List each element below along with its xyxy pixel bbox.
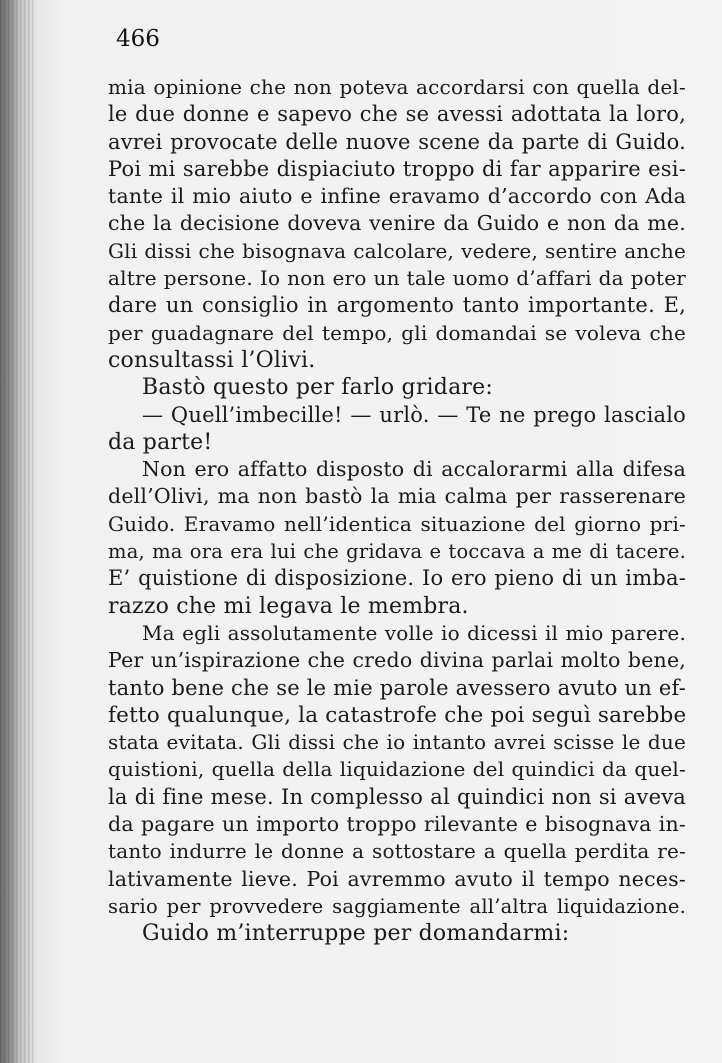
text-line: Ma egli assolutamente volle io dicessi il mio parere. bbox=[142, 620, 686, 645]
text-line: E’ quistione di disposizione. Io ero pieno di un imba- bbox=[108, 566, 686, 591]
text-line: fetto qualunque, la catastrofe che poi seguì sarebbe bbox=[108, 702, 687, 728]
text-line: Bastò questo per farlo gridare: bbox=[142, 375, 493, 401]
text-line: che la decisione doveva venire da Guido e non da me. bbox=[108, 211, 686, 236]
text-line: quistioni, quella della liquidazione del quindici da quel- bbox=[108, 757, 686, 782]
page-number: 466 bbox=[116, 26, 160, 52]
text-line: le due donne e sapevo che se avessi adottata la loro, bbox=[108, 102, 686, 127]
text-line: altre persone. Io non ero un tale uomo d’affari da poter bbox=[108, 266, 686, 291]
page-gutter-shadow bbox=[0, 0, 34, 1063]
text-line: sario per provvedere saggiamente all’altra liquidazione. bbox=[108, 894, 686, 918]
text-line: da parte! bbox=[108, 429, 213, 455]
text-line: dell’Olivi, ma non bastò la mia calma per rasserenare bbox=[108, 484, 686, 509]
text-line: ma, ma ora era lui che gridava e toccava a me di tacere. bbox=[108, 540, 686, 564]
text-line: Guido m’interruppe per domandarmi: bbox=[142, 921, 570, 947]
text-line: dare un consiglio in argomento tanto importante. E, bbox=[108, 293, 686, 318]
text-line: razzo che mi legava le membra. bbox=[108, 593, 469, 619]
text-line: tante il mio aiuto e infine eravamo d’accordo con Ada bbox=[108, 184, 686, 209]
text-line: Poi mi sarebbe dispiaciuto troppo di far apparire esi- bbox=[108, 156, 686, 181]
text-line: avrei provocate delle nuove scene da parte di Guido. bbox=[108, 129, 686, 154]
text-line: tanto bene che se le mie parole avessero avuto un ef- bbox=[108, 675, 686, 700]
text-line: da pagare un importo troppo rilevante e bisognava in- bbox=[108, 812, 686, 837]
text-line: lativamente lieve. Poi avremmo avuto il tempo neces- bbox=[108, 866, 686, 891]
text-line: tanto indurre le donne a sottostare a quella perdita re- bbox=[108, 839, 686, 864]
body-text bbox=[108, 74, 686, 948]
text-line: Non ero affatto disposto di accalorarmi alla difesa bbox=[142, 457, 686, 482]
text-line: la di fine mese. In complesso al quindici non si aveva bbox=[108, 784, 686, 809]
text-line: — Quell’imbecille! — urlò. — Te ne prego lascialo bbox=[142, 402, 686, 427]
text-line: mia opinione che non poteva accordarsi con quella del- bbox=[108, 75, 686, 99]
text-line: consultassi l’Olivi. bbox=[108, 347, 316, 373]
text-line: stata evitata. Gli dissi che io intanto avrei scisse le due bbox=[108, 730, 686, 755]
text-line: per guadagnare del tempo, gli domandai se voleva che bbox=[108, 320, 686, 345]
text-line: Guido. Eravamo nell’identica situazione del giorno pri- bbox=[108, 511, 686, 536]
text-line: Gli dissi che bisognava calcolare, vedere, sentire anche bbox=[108, 238, 686, 263]
text-line: Per un’ispirazione che credo divina parlai molto bene, bbox=[108, 648, 686, 673]
